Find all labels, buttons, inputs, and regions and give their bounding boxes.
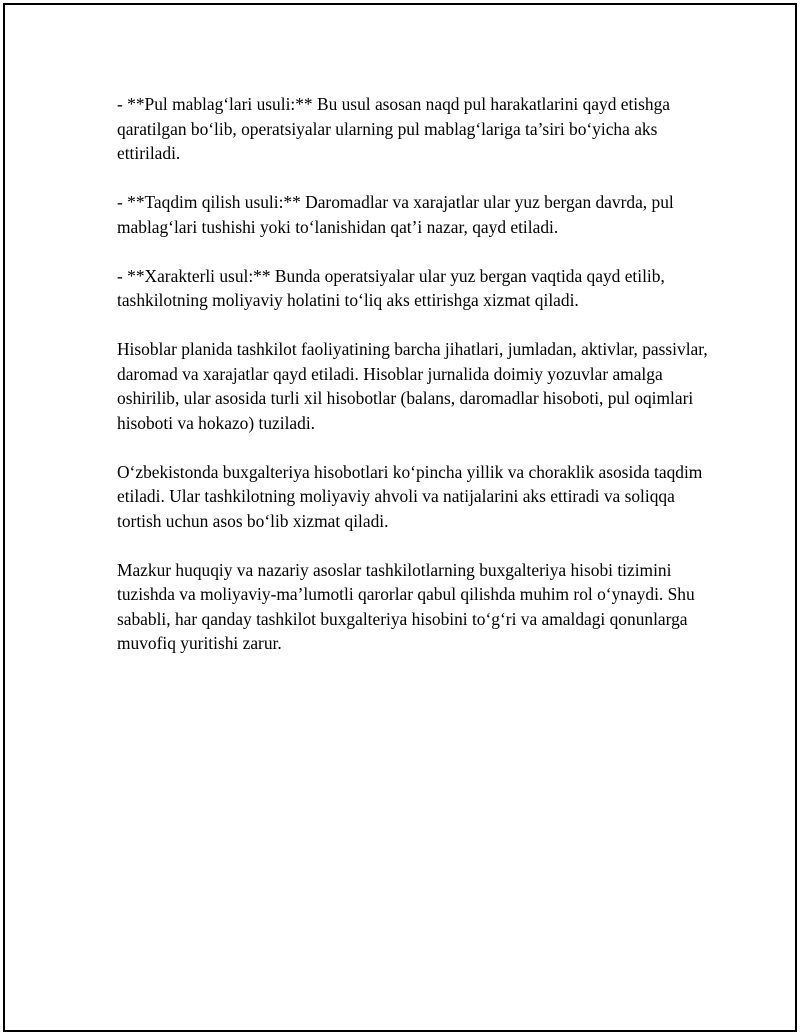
paragraph-taqdim-qilish-usuli: - **Taqdim qilish usuli:** Daromadlar va xarajatlar ular yuz bergan davrda, pul mablag‘lari tushishi yoki to‘lanishidan qat’i nazar, qayd etiladi. <box>117 192 674 237</box>
paragraph-xarakterli-usul: - **Xarakterli usul:** Bunda operatsiyalar ular yuz bergan vaqtida qayd etilib, tashkilotning moliyaviy holatini to‘liq aks ettirishga xizmat qiladi. <box>117 265 665 310</box>
paragraph-hisoblar-plani: Hisoblar planida tashkilot faoliyatining barcha jihatlari, jumladan, aktivlar, passivlar, daromad va xarajatlar qayd etiladi. Hisoblar jurnalida doimiy yozuvlar amalga oshirilib, ular asosida turli xil hisobotlar (balans, daromadlar hisoboti, pul oqimlari hisoboti va hokazo) tuziladi. <box>117 339 708 433</box>
paragraph-ozbekiston-hisobotlari: O‘zbekistonda buxgalteriya hisobotlari ko‘pincha yillik va choraklik asosida taqdim etiladi. Ular tashkilotning moliyaviy ahvoli va natijalarini aks ettiradi va soliqqa tortish uchun asos bo‘lib xizmat qiladi. <box>117 461 703 531</box>
paragraph-huquqiy-asoslar: Mazkur huquqiy va nazariy asoslar tashkilotlarning buxgalteriya hisobi tizimini tuzishda va moliyaviy-ma’lumotli qarorlar qabul qilishda muhim rol o‘ynaydi. Shu sababli, har qanday tashkilot buxgalteriya hisobini to‘g‘ri va amaldagi qonunlarga muvofiq yuritishi zarur. <box>117 559 695 653</box>
paragraph-pul-mablaglari-usuli: - **Pul mablag‘lari usuli:** Bu usul asosan naqd pul harakatlarini qayd etishga qaratilgan bo‘lib, operatsiyalar ularning pul mablag‘lariga ta’siri bo‘yicha aks ettiriladi. <box>117 94 671 163</box>
document-body <box>117 92 717 656</box>
